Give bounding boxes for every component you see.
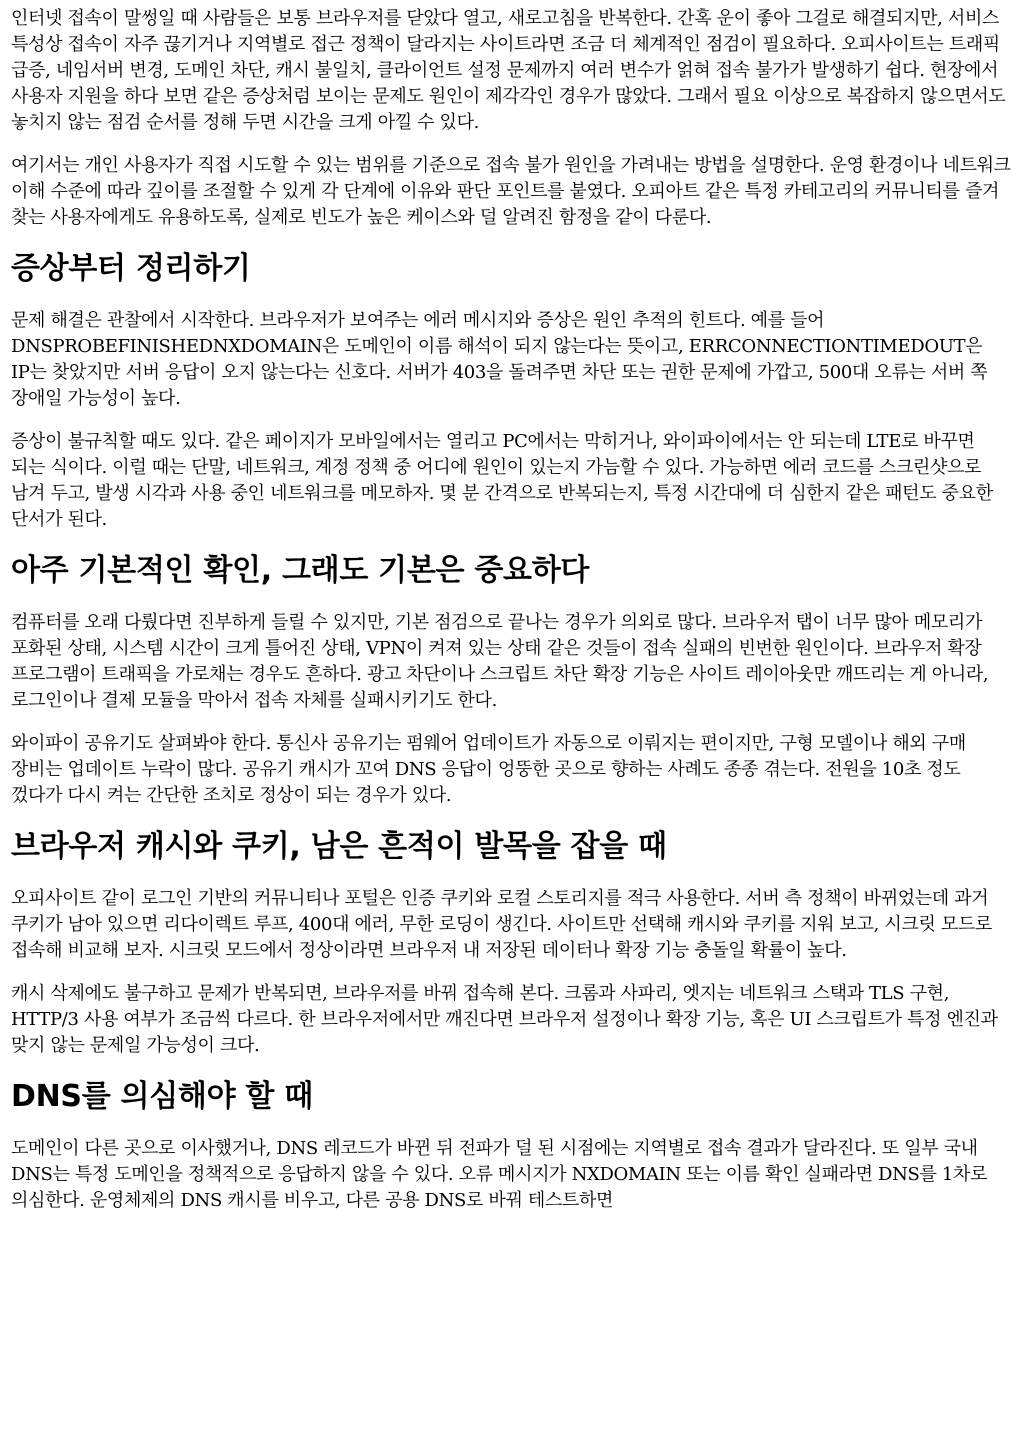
section-heading-symptoms: 증상부터 정리하기 <box>11 251 251 286</box>
symptoms-paragraph-1: 문제 해결은 관찰에서 시작한다. 브라우저가 보여주는 에러 메시지와 증상은 원인 추적의 힌트다. 예를 들어 DNSPROBEFINISHEDNXDOMAIN은 도메인이 이름 해석이 되지 않는다는 뜻이고, ERRCONNECTIONTIMEDOUT은 IP는 찾았지만 서버 응답이 오지 않는다는 신호다. 서버가 403을 돌려주면 차단 또는 권한 문제에 가깝고, 500대 오류는 서버 쪽 장애일 가능성이 높다. <box>11 310 988 409</box>
intro-paragraph-2: 여기서는 개인 사용자가 직접 시도할 수 있는 범위를 기준으로 접속 불가 원인을 가려내는 방법을 설명한다. 운영 환경이나 네트워크 이해 수준에 따라 깊이를 조절할 수 있게 각 단계에 이유와 판단 포인트를 붙였다. 오피아트 같은 특정 카테고리의 커뮤니티를 즐겨 찾는 사용자에게도 유용하도록, 실제로 빈도가 높은 케이스와 덜 알려진 함정을 같이 다룬다. <box>11 155 1011 228</box>
cache-paragraph-1: 오피사이트 같이 로그인 기반의 커뮤니티나 포털은 인증 쿠키와 로컬 스토리지를 적극 사용한다. 서버 측 정책이 바뀌었는데 과거 쿠키가 남아 있으면 리다이렉트 루프, 400대 에러, 무한 로딩이 생긴다. 사이트만 선택해 캐시와 쿠키를 지워 보고, 시크릿 모드로 접속해 비교해 보자. 시크릿 모드에서 정상이라면 브라우저 내 저장된 데이터나 확장 기능 충돌일 확률이 높다. <box>11 888 992 961</box>
section-heading-cache-cookies: 브라우저 캐시와 쿠키, 남은 흔적이 발목을 잡을 때 <box>11 829 667 864</box>
basics-paragraph-1: 컴퓨터를 오래 다뤘다면 진부하게 들릴 수 있지만, 기본 점검으로 끝나는 경우가 의외로 많다. 브라우저 탭이 너무 많아 메모리가 포화된 상태, 시스템 시간이 크게 틀어진 상태, VPN이 켜져 있는 상태 같은 것들이 접속 실패의 빈번한 원인이다. 브라우저 확장 프로그램이 트래픽을 가로채는 경우도 흔하다. 광고 차단이나 스크립트 차단 확장 기능은 사이트 레이아웃만 깨뜨리는 게 아니라, 로그인이나 결제 모듈을 막아서 접속 자체를 실패시키기도 한다. <box>11 612 989 711</box>
section-heading-basics: 아주 기본적인 확인, 그래도 기본은 중요하다 <box>11 553 590 588</box>
intro-paragraph-1: 인터넷 접속이 말썽일 때 사람들은 보통 브라우저를 닫았다 열고, 새로고침을 반복한다. 간혹 운이 좋아 그걸로 해결되지만, 서비스 특성상 접속이 자주 끊기거나 지역별로 접근 정책이 달라지는 사이트라면 조금 더 체계적인 점검이 필요하다. 오피사이트는 트래픽 급증, 네임서버 변경, 도메인 차단, 캐시 불일치, 클라이언트 설정 문제까지 여러 변수가 얽혀 접속 불가가 발생하기 쉽다. 현장에서 사용자 지원을 하다 보면 같은 증상처럼 보이는 문제도 원인이 제각각인 경우가 많았다. 그래서 필요 이상으로 복잡하지 않으면서도 놓치지 않는 점검 순서를 정해 두면 시간을 크게 아낄 수 있다. <box>11 8 1006 133</box>
dns-paragraph-1: 도메인이 다른 곳으로 이사했거나, DNS 레코드가 바뀐 뒤 전파가 덜 된 시점에는 지역별로 접속 결과가 달라진다. 또 일부 국내 DNS는 특정 도메인을 정책적으로 응답하지 않을 수 있다. 오류 메시지가 NXDOMAIN 또는 이름 확인 실패라면 DNS를 1차로 의심한다. 운영체제의 DNS 캐시를 비우고, 다른 공용 DNS로 바꿔 테스트하면 <box>11 1138 988 1211</box>
symptoms-paragraph-2: 증상이 불규칙할 때도 있다. 같은 페이지가 모바일에서는 열리고 PC에서는 막히거나, 와이파이에서는 안 되는데 LTE로 바꾸면 되는 식이다. 이럴 때는 단말, 네트워크, 계정 정책 중 어디에 원인이 있는지 가늠할 수 있다. 가능하면 에러 코드를 스크린샷으로 남겨 두고, 발생 시각과 사용 중인 네트워크를 메모하자. 몇 분 간격으로 반복되는지, 특정 시간대에 더 심한지 같은 패턴도 중요한 단서가 된다. <box>11 431 993 530</box>
basics-paragraph-2: 와이파이 공유기도 살펴봐야 한다. 통신사 공유기는 펌웨어 업데이트가 자동으로 이뤄지는 편이지만, 구형 모델이나 해외 구매 장비는 업데이트 누락이 많다. 공유기 캐시가 꼬여 DNS 응답이 엉뚱한 곳으로 향하는 사례도 종종 겪는다. 전원을 10초 정도 껐다가 다시 켜는 간단한 조치로 정상이 되는 경우가 있다. <box>11 733 966 806</box>
section-heading-dns: DNS를 의심해야 할 때 <box>11 1079 313 1114</box>
cache-paragraph-2: 캐시 삭제에도 불구하고 문제가 반복되면, 브라우저를 바꿔 접속해 본다. 크롬과 사파리, 엣지는 네트워크 스택과 TLS 구현, HTTP/3 사용 여부가 조금씩 다르다. 한 브라우저에서만 깨진다면 브라우저 설정이나 확장 기능, 혹은 UI 스크립트가 특정 엔진과 맞지 않는 문제일 가능성이 크다. <box>11 983 998 1056</box>
